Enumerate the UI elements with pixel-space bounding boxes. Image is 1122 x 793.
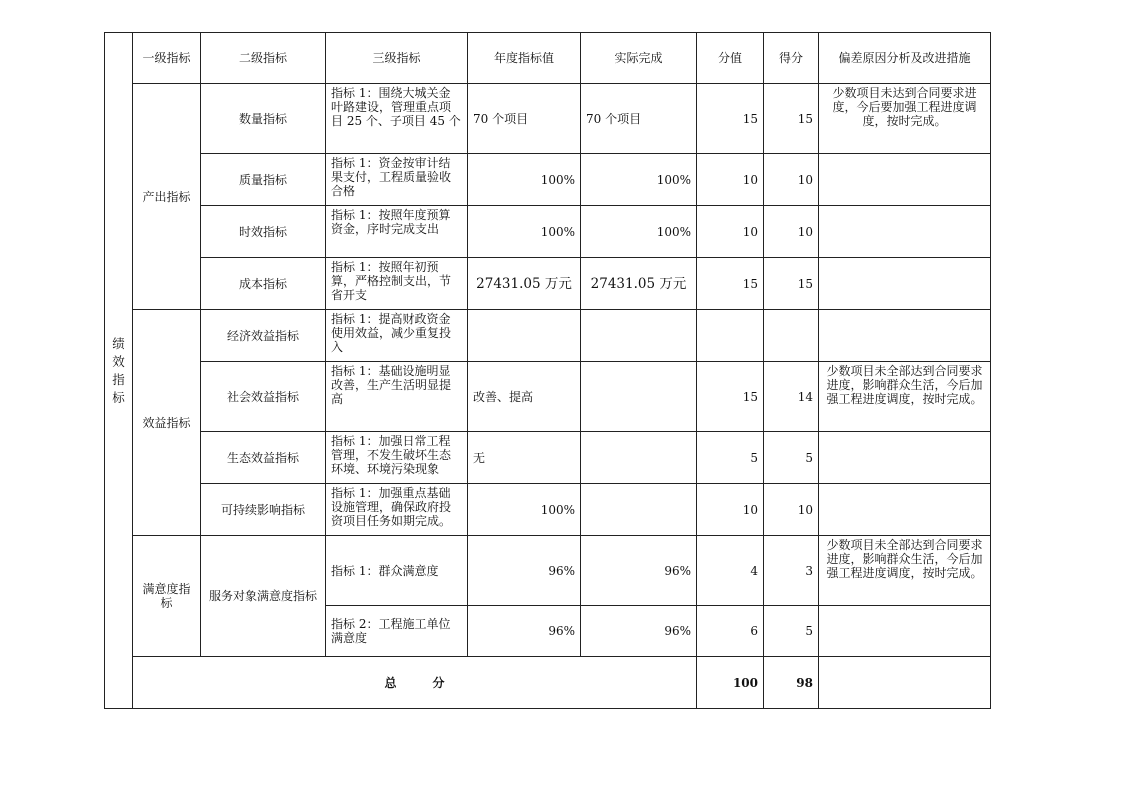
note-cell: [819, 258, 991, 310]
score-cell: 14: [764, 362, 819, 432]
table-row: [105, 258, 991, 310]
actual-cell: [581, 432, 697, 484]
score-cell: 5: [764, 606, 819, 657]
category-cell: [105, 33, 133, 709]
actual-cell: 70 个项目: [581, 84, 697, 154]
note-cell: [819, 310, 991, 362]
actual-cell: [581, 362, 697, 432]
total-row: [105, 657, 991, 709]
header-score-gained: 得分: [764, 33, 819, 84]
target-cell: 96%: [468, 606, 581, 657]
note-cell: [819, 432, 991, 484]
note-cell: 少数项目未全部达到合同要求进度，影响群众生活，今后加强工程进度调度，按时完成。: [819, 362, 991, 432]
header-deviation: 偏差原因分析及改进措施: [819, 33, 991, 84]
note-cell: [819, 484, 991, 536]
actual-cell: 100%: [581, 206, 697, 258]
actual-cell: [581, 310, 697, 362]
header-score-value: 分值: [697, 33, 764, 84]
table-row: [105, 362, 991, 432]
second-level-cell: 服务对象满意度指标: [201, 536, 326, 657]
category-char: 标: [112, 389, 125, 405]
table-row: [105, 432, 991, 484]
note-cell: 少数项目未全部达到合同要求进度，影响群众生活，今后加强工程进度调度，按时完成。: [819, 536, 991, 606]
target-cell: 100%: [468, 206, 581, 258]
target-cell: 100%: [468, 484, 581, 536]
second-level-cell: 数量指标: [201, 84, 326, 154]
actual-cell: 100%: [581, 154, 697, 206]
score-cell: 10: [764, 206, 819, 258]
header-actual: 实际完成: [581, 33, 697, 84]
note-cell: 少数项目未达到合同要求进度，今后要加强工程进度调度，按时完成。: [819, 84, 991, 154]
group-satisfaction: 满意度指标: [133, 536, 201, 657]
actual-cell: 27431.05 万元: [581, 258, 697, 310]
table-row: [105, 84, 991, 154]
third-level-cell: 指标 1：基础设施明显改善，生产生活明显提高: [326, 362, 468, 432]
value-cell: 10: [697, 206, 764, 258]
header-second-level: 二级指标: [201, 33, 326, 84]
second-level-cell: 社会效益指标: [201, 362, 326, 432]
category-char: 绩: [112, 335, 125, 351]
third-level-cell: 指标 1：围绕大城关金叶路建设，管理重点项目 25 个、子项目 45 个: [326, 84, 468, 154]
category-char: 效: [112, 353, 125, 369]
total-score: 98: [764, 657, 819, 709]
target-cell: 27431.05 万元: [468, 258, 581, 310]
table-row: [105, 310, 991, 362]
second-level-cell: 可持续影响指标: [201, 484, 326, 536]
group-output: 产出指标: [133, 84, 201, 310]
category-char: 指: [112, 371, 125, 387]
second-level-cell: 经济效益指标: [201, 310, 326, 362]
third-level-cell: 指标 2：工程施工单位满意度: [326, 606, 468, 657]
third-level-cell: 指标 1：按照年初预算，严格控制支出，节省开支: [326, 258, 468, 310]
score-cell: 15: [764, 258, 819, 310]
second-level-cell: 生态效益指标: [201, 432, 326, 484]
value-cell: 6: [697, 606, 764, 657]
second-level-cell: 时效指标: [201, 206, 326, 258]
score-cell: 10: [764, 484, 819, 536]
second-level-cell: 质量指标: [201, 154, 326, 206]
note-cell: [819, 606, 991, 657]
third-level-cell: 指标 1：群众满意度: [326, 536, 468, 606]
performance-table: [104, 32, 991, 709]
value-cell: 4: [697, 536, 764, 606]
value-cell: [697, 310, 764, 362]
table-row: [105, 154, 991, 206]
target-cell: 无: [468, 432, 581, 484]
target-cell: [468, 310, 581, 362]
value-cell: 15: [697, 84, 764, 154]
header-first-level: 一级指标: [133, 33, 201, 84]
third-level-cell: 指标 1：加强重点基础设施管理，确保政府投资项目任务如期完成。: [326, 484, 468, 536]
total-value: 100: [697, 657, 764, 709]
table-row: [105, 536, 991, 606]
group-benefit: 效益指标: [133, 310, 201, 536]
actual-cell: 96%: [581, 536, 697, 606]
note-cell: [819, 154, 991, 206]
header-annual-target: 年度指标值: [468, 33, 581, 84]
header-third-level: 三级指标: [326, 33, 468, 84]
third-level-cell: 指标 1：提高财政资金使用效益，减少重复投入: [326, 310, 468, 362]
actual-cell: 96%: [581, 606, 697, 657]
actual-cell: [581, 484, 697, 536]
value-cell: 15: [697, 362, 764, 432]
target-cell: 改善、提高: [468, 362, 581, 432]
score-cell: 5: [764, 432, 819, 484]
header-row: [105, 33, 991, 84]
target-cell: 70 个项目: [468, 84, 581, 154]
table-row: [105, 206, 991, 258]
score-cell: 10: [764, 154, 819, 206]
third-level-cell: 指标 1：加强日常工程管理，不发生破坏生态环境、环境污染现象: [326, 432, 468, 484]
score-cell: 15: [764, 84, 819, 154]
second-level-cell: 成本指标: [201, 258, 326, 310]
value-cell: 15: [697, 258, 764, 310]
third-level-cell: 指标 1：资金按审计结果支付，工程质量验收合格: [326, 154, 468, 206]
target-cell: 100%: [468, 154, 581, 206]
total-note: [819, 657, 991, 709]
total-label: 总 分: [133, 657, 697, 709]
value-cell: 5: [697, 432, 764, 484]
value-cell: 10: [697, 484, 764, 536]
score-cell: [764, 310, 819, 362]
score-cell: 3: [764, 536, 819, 606]
third-level-cell: 指标 1：按照年度预算资金，序时完成支出: [326, 206, 468, 258]
value-cell: 10: [697, 154, 764, 206]
note-cell: [819, 206, 991, 258]
table-row: [105, 484, 991, 536]
target-cell: 96%: [468, 536, 581, 606]
